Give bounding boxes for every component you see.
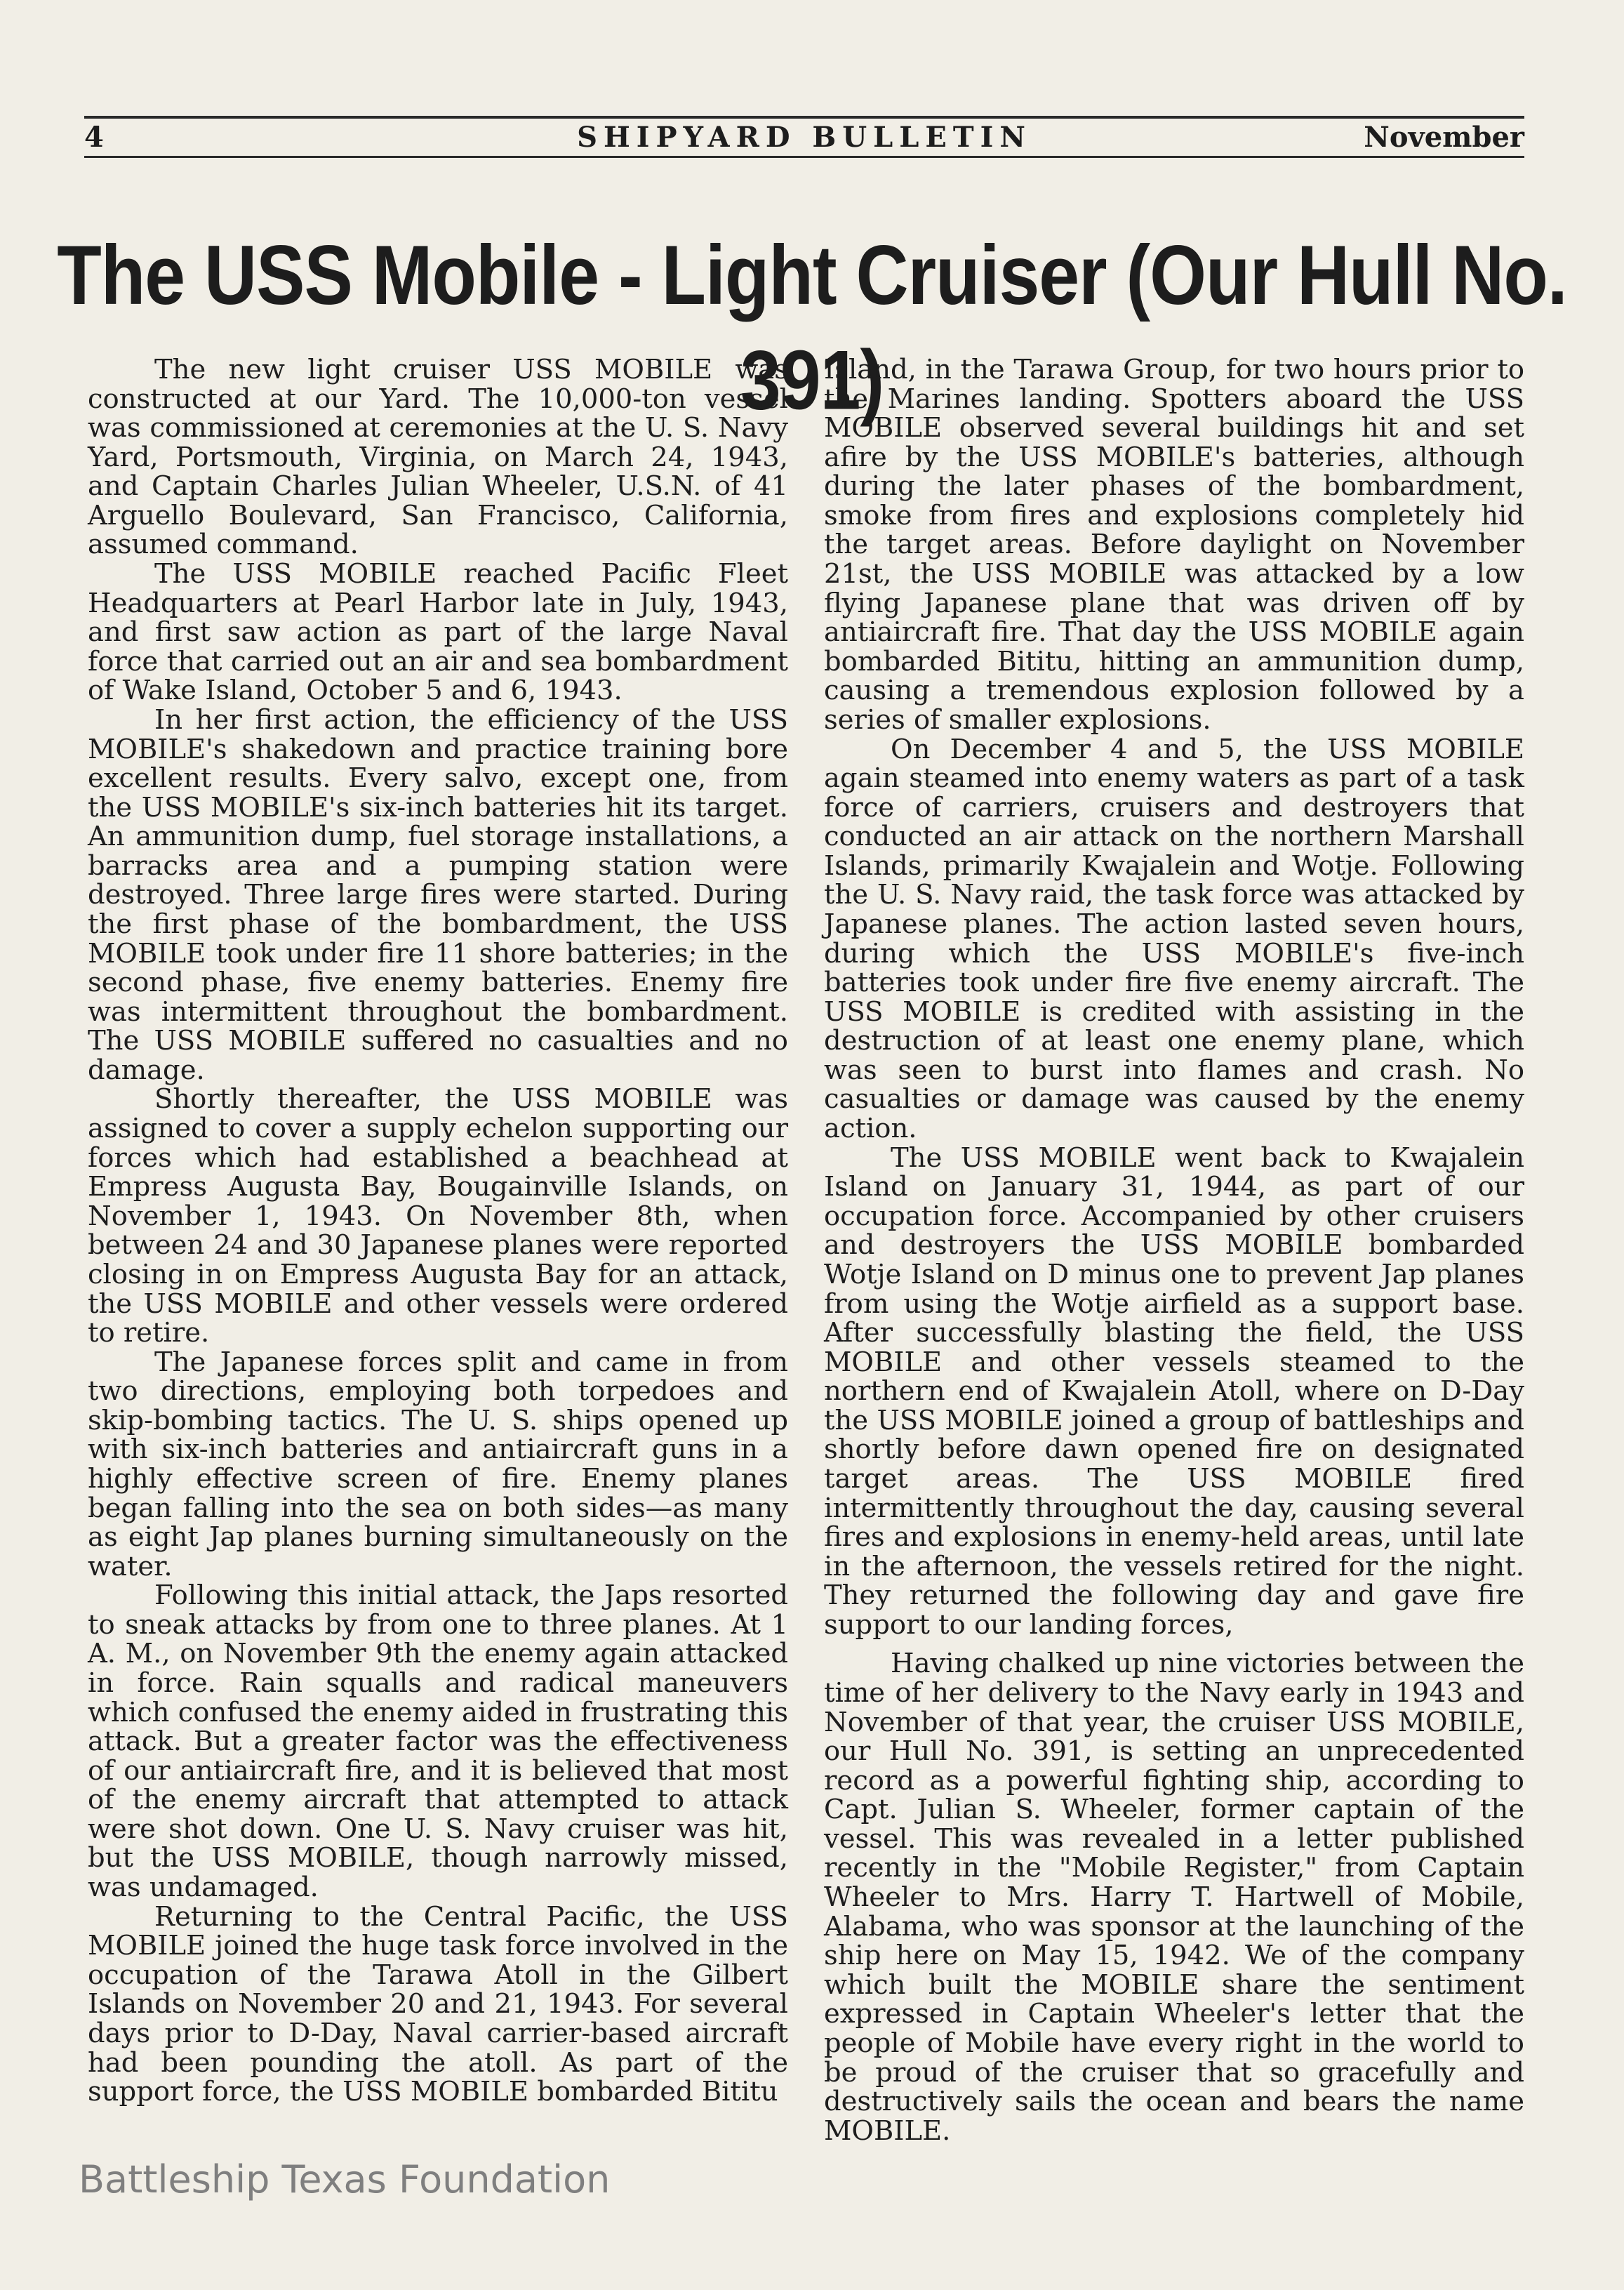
page-header — [84, 116, 1524, 158]
issue-month: November — [1364, 121, 1524, 154]
paragraph: Island, in the Tarawa Group, for two hours prior to the Marines landing. Spotters aboard the USS MOBILE observed several buildings hit and set afire by the USS MOBILE's batteries, although during the later phases of the bombardment, smoke from fires and explosions completely hid the target areas. Before daylight on November 21st, the USS MOBILE was attacked by a low flying Japanese plane that was driven off by antiaircraft fire. That day the USS MOBILE again bombarded Bititu, hitting an ammunition dump, causing a tremendous explosion followed by a series of smaller explosions. — [824, 354, 1524, 736]
paragraph: On December 4 and 5, the USS MOBILE again steamed into enemy waters as part of a task force of carriers, cruisers and destroyers that conducted an air attack on the northern Marshall Islands, primarily Kwajalein and Wotje. Following the U. S. Navy raid, the task force was attacked by Japanese planes. The action lasted seven hours, during which the USS MOBILE's five-inch batteries took under fire five enemy aircraft. The USS MOBILE is credited with assisting in the destruction of at least one enemy plane, which was seen to burst into flames and crash. No casualties or damage was caused by the enemy action. — [824, 733, 1524, 1145]
paragraph: The USS MOBILE went back to Kwajalein Island on January 31, 1944, as part of our occupation force. Accompanied by other cruisers and destroyers the USS MOBILE bombarded Wotje Island on D minus one to prevent Jap planes from using the Wotje airfield as a support base. After successfully blasting the field, the USS MOBILE and other vessels steamed to the northern end of Kwajalein Atoll, where on D-Day the USS MOBILE joined a group of battleships and shortly before dawn opened fire on designated target areas. The USS MOBILE fired intermittently throughout the day, causing several fires and explosions in enemy-held areas, until late in the afternoon, the vessels retired for the night. They returned the following day and gave fire support to our landing forces, — [824, 1141, 1524, 1641]
page-number: 4 — [84, 121, 104, 154]
paragraph: The Japanese forces split and came in from two directions, employing both torpedoes and skip-bombing tactics. The U. S. ships opened up with six-inch batteries and antiaircraft guns in a highly effective screen of fire. Enemy planes began falling into the sea on both sides—as many as eight Jap planes burning simultaneously on the water. — [88, 1346, 788, 1582]
left-column — [88, 355, 788, 2107]
article-title: The USS Mobile - Light Cruiser (Our Hull No. 391) — [57, 229, 1567, 428]
paragraph: In her first action, the efficiency of the USS MOBILE's shakedown and practice training bore excellent results. Every salvo, except one, from the USS MOBILE's six-inch batteries hit its target. An ammunition dump, fuel storage installations, a barracks area and a pumping station were destroyed. Three large fires were started. During the first phase of the bombardment, the USS MOBILE took under fire 11 shore batteries; in the second phase, five enemy batteries. Enemy fire was intermittent throughout the bombardment. The USS MOBILE suffered no casualties and no damage. — [88, 703, 788, 1086]
paragraph: Returning to the Central Pacific, the USS MOBILE joined the huge task force involved in the occupation of the Tarawa Atoll in the Gilbert Islands on November 20 and 21, 1943. For several days prior to D-Day, Naval carrier-based aircraft had been pounding the atoll. As part of the support force, the USS MOBILE bombarded Bititu — [88, 1900, 788, 2108]
bulletin-name: SHIPYARD BULLETIN — [577, 121, 1032, 154]
watermark: Battleship Texas Foundation — [79, 2157, 611, 2202]
paragraph: Having chalked up nine victories between the time of her delivery to the Navy early in 1943 and November of that year, the cruiser USS MOBILE, our Hull No. 391, is setting an unprecedented record as a powerful fighting ship, according to Capt. Julian S. Wheeler, former captain of the vessel. This was revealed in a letter published recently in the "Mobile Register," from Captain Wheeler to Mrs. Harry T. Hartwell of Mobile, Alabama, who was sponsor at the launching of the ship here on May 15, 1942. We of the company which built the MOBILE share the sentiment expressed in Captain Wheeler's letter that the people of Mobile have every right in the world to be proud of the cruiser that so gracefully and destructively sails the ocean and bears the name MOBILE. — [824, 1648, 1524, 2147]
paragraph: The USS MOBILE reached Pacific Fleet Headquarters at Pearl Harbor late in July, 1943, and first saw action as part of the large Naval force that carried out an air and sea bombardment of Wake Island, October 5 and 6, 1943. — [88, 558, 788, 707]
paragraph: Shortly thereafter, the USS MOBILE was assigned to cover a supply echelon supporting our forces which had established a beachhead at Empress Augusta Bay, Bougainville Islands, on November 1, 1943. On November 8th, when between 24 and 30 Japanese planes were reported closing in on Empress Augusta Bay for an attack, the USS MOBILE and other vessels were ordered to retire. — [88, 1083, 788, 1349]
paragraph: The new light cruiser USS MOBILE was constructed at our Yard. The 10,000-ton vessel was commissioned at ceremonies at the U. S. Navy Yard, Portsmouth, Virginia, on March 24, 1943, and Captain Charles Julian Wheeler, U.S.N. of 41 Arguello Boulevard, San Francisco, California, assumed command. — [88, 354, 788, 561]
paragraph: Following this initial attack, the Japs resorted to sneak attacks by from one to three planes. At 1 A. M., on November 9th the enemy again attacked in force. Rain squalls and radical maneuvers which confused the enemy aided in frustrating this attack. But a greater factor was the effectiveness of our antiaircraft fire, and it is believed that most of the enemy aircraft that attempted to attack were shot down. One U. S. Navy cruiser was hit, but the USS MOBILE, though narrowly missed, was undamaged. — [88, 1580, 788, 1904]
right-column — [824, 355, 1524, 2145]
